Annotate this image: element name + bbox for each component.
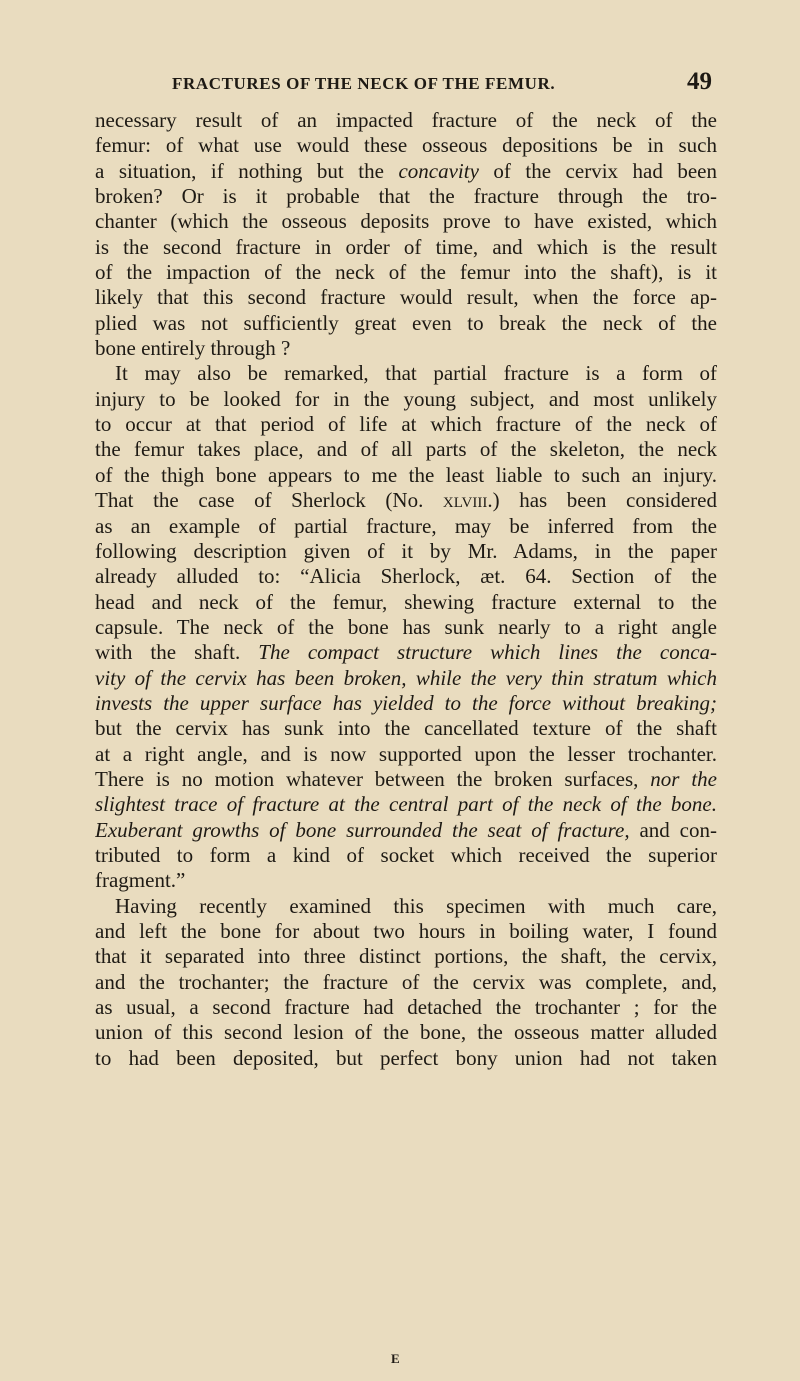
text-line: femur: of what use would these osseous depositions be in such <box>95 133 717 158</box>
text-line: of the impaction of the neck of the femur into the shaft), is it <box>95 260 717 285</box>
text-line: likely that this second fracture would result, when the force ap- <box>95 285 717 310</box>
text-line: but the cervix has sunk into the cancellated texture of the shaft <box>95 716 717 741</box>
page-number: 49 <box>687 68 712 95</box>
text-line: a situation, if nothing but the concavity of the cervix had been <box>95 158 717 183</box>
text-line: head and neck of the femur, shewing fracture external to the <box>95 589 717 614</box>
text-line: union of this second lesion of the bone, the osseous matter alluded <box>95 1020 717 1045</box>
text-line: of the thigh bone appears to me the least liable to such an injury. <box>95 462 717 487</box>
text-line: slightest trace of fracture at the central part of the neck of the bone. <box>95 792 717 817</box>
signature-mark: E <box>391 1351 400 1366</box>
text-line: Exuberant growths of bone surrounded the seat of fracture, and con- <box>95 817 717 842</box>
text-line: That the case of Sherlock (No. xlviii.) has been considered <box>95 488 717 513</box>
text-line: is the second fracture in order of time, and which is the result <box>95 234 717 259</box>
text-line: as an example of partial fracture, may be inferred from the <box>95 513 717 538</box>
text-line: and the trochanter; the fracture of the cervix was complete, and, <box>95 969 717 994</box>
text-line: tributed to form a kind of socket which received the superior <box>95 842 717 867</box>
text-line: the femur takes place, and of all parts of the skeleton, the neck <box>95 437 717 462</box>
text-line: plied was not sufficiently great even to break the neck of the <box>95 310 717 335</box>
text-line: already alluded to: “Alicia Sherlock, æt. 64. Section of the <box>95 564 717 589</box>
text-line: chanter (which the osseous deposits prove to have existed, which <box>95 209 717 234</box>
running-title: FRACTURES OF THE NECK OF THE FEMUR. <box>172 74 556 93</box>
text-line: invests the upper surface has yielded to the force without breaking; <box>95 690 717 715</box>
text-line: to occur at that period of life at which fracture of the neck of <box>95 412 717 437</box>
text-line: at a right angle, and is now supported upon the lesser trochanter. <box>95 741 717 766</box>
text-line: capsule. The neck of the bone has sunk nearly to a right angle <box>95 614 717 639</box>
text-line: as usual, a second fracture had detached the trochanter ; for the <box>95 995 717 1020</box>
text-line: fragment.” <box>95 868 186 893</box>
text-line: and left the bone for about two hours in boiling water, I found <box>95 919 717 943</box>
text-line: bone entirely through ? <box>95 336 291 361</box>
text-line: injury to be looked for in the young subject, and most unlikely <box>95 386 717 411</box>
text-line: vity of the cervix has been broken, while the very thin stratum which <box>95 665 717 690</box>
text-line: following description given of it by Mr. Adams, in the paper <box>95 538 717 563</box>
text-line: that it separated into three distinct portions, the shaft, the cervix, <box>95 944 717 969</box>
text-line: to had been deposited, but perfect bony union had not taken <box>95 1045 717 1070</box>
text-line: Having recently examined this specimen with much care, <box>115 893 717 918</box>
text-line: It may also be remarked, that partial fracture is a form of <box>115 361 717 386</box>
text-line: with the shaft. The compact structure which lines the conca- <box>95 640 717 665</box>
text-line: broken? Or is it probable that the fracture through the tro- <box>95 184 717 209</box>
text-line: There is no motion whatever between the broken surfaces, nor the <box>95 766 717 791</box>
running-head <box>0 68 800 98</box>
text-line: necessary result of an impacted fracture of the neck of the <box>95 108 717 132</box>
body-text <box>95 108 717 1071</box>
